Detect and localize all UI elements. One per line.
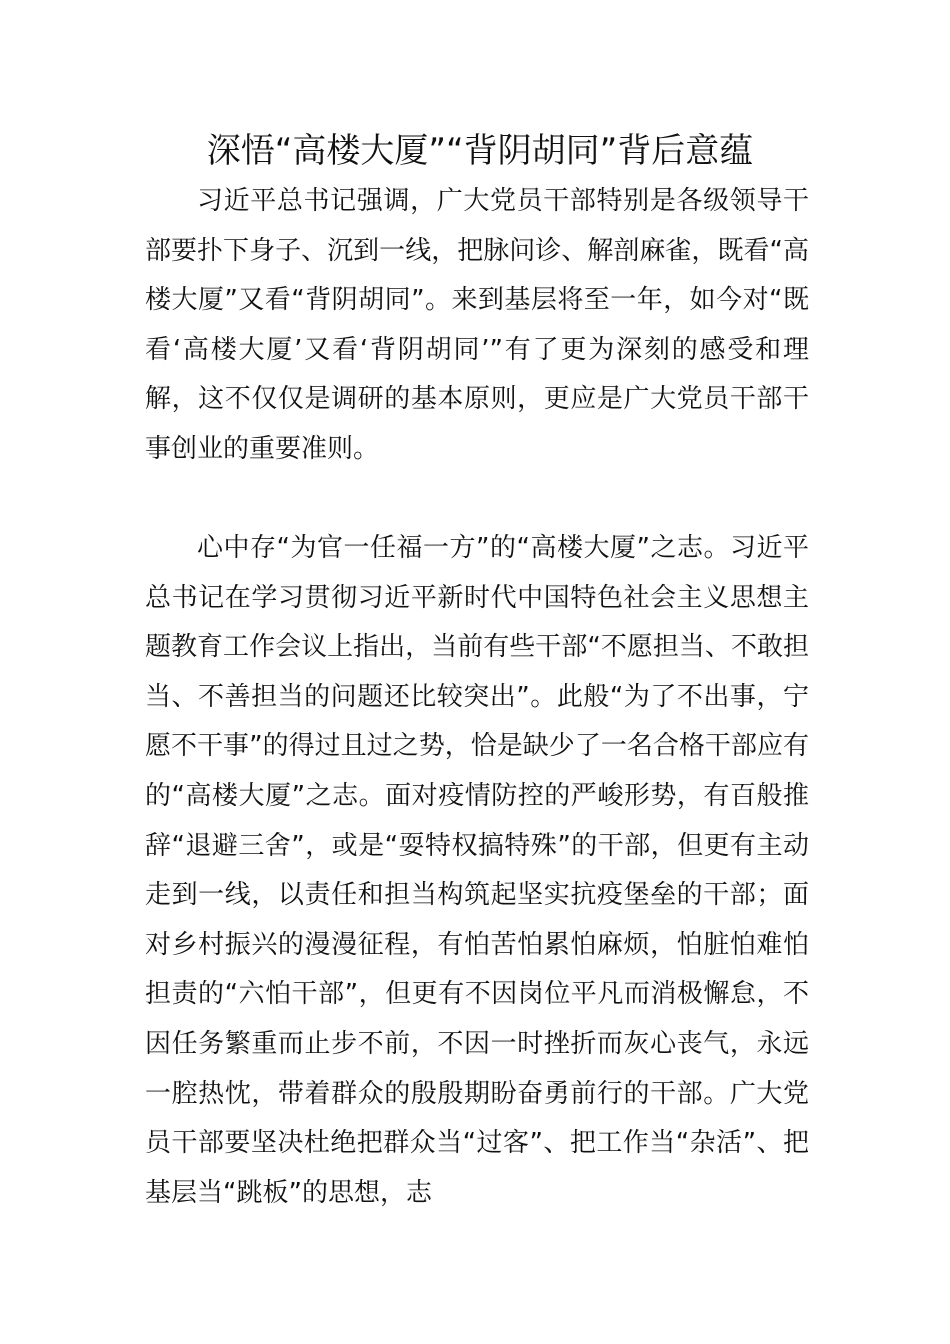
paragraph-2: 心中存“为官一任福一方”的“高楼大厦”之志。习近平总书记在学习贯彻习近平新时代中国特色社会主义思想主题教育工作会议上指出，当前有些干部“不愿担当、不敢担当、不善担当的问题还比较突出”。此般“为了不出事，宁愿不干事”的得过且过之势，恰是缺少了一名合格干部应有的“高楼大厦”之志。面对疫情防控的严峻形势，有百般推辞“退避三舍”，或是“耍特权搞特殊”的干部，但更有主动走到一线，以责任和担当构筑起坚实抗疫堡垒的干部；面对乡村振兴的漫漫征程，有怕苦怕累怕麻烦，怕脏怕难怕担责的“六怕干部”，但更有不因岗位平凡而消极懈怠，不因任务繁重而止步不前，不因一时挫折而灰心丧气，永远一腔热忱，带着群众的殷殷期盼奋勇前行的干部。广大党员干部要坚决杜绝把群众当“过客”、把工作当“杂活”、把基层当“跳板”的思想，志 (145, 533, 809, 1208)
paragraph-1: 习近平总书记强调，广大党员干部特别是各级领导干部要扑下身子、沉到一线，把脉问诊、解剖麻雀，既看“高楼大厦”又看“背阴胡同”。来到基层将至一年，如今对“既看‘高楼大厦’又看‘背阴胡同’”有了更为深刻的感受和理解，这不仅仅是调研的基本原则，更应是广大党员干部干事创业的重要准则。 (145, 186, 809, 464)
document-title: 深悟“高楼大厦”“背阴胡同”背后意蕴 (206, 131, 754, 171)
